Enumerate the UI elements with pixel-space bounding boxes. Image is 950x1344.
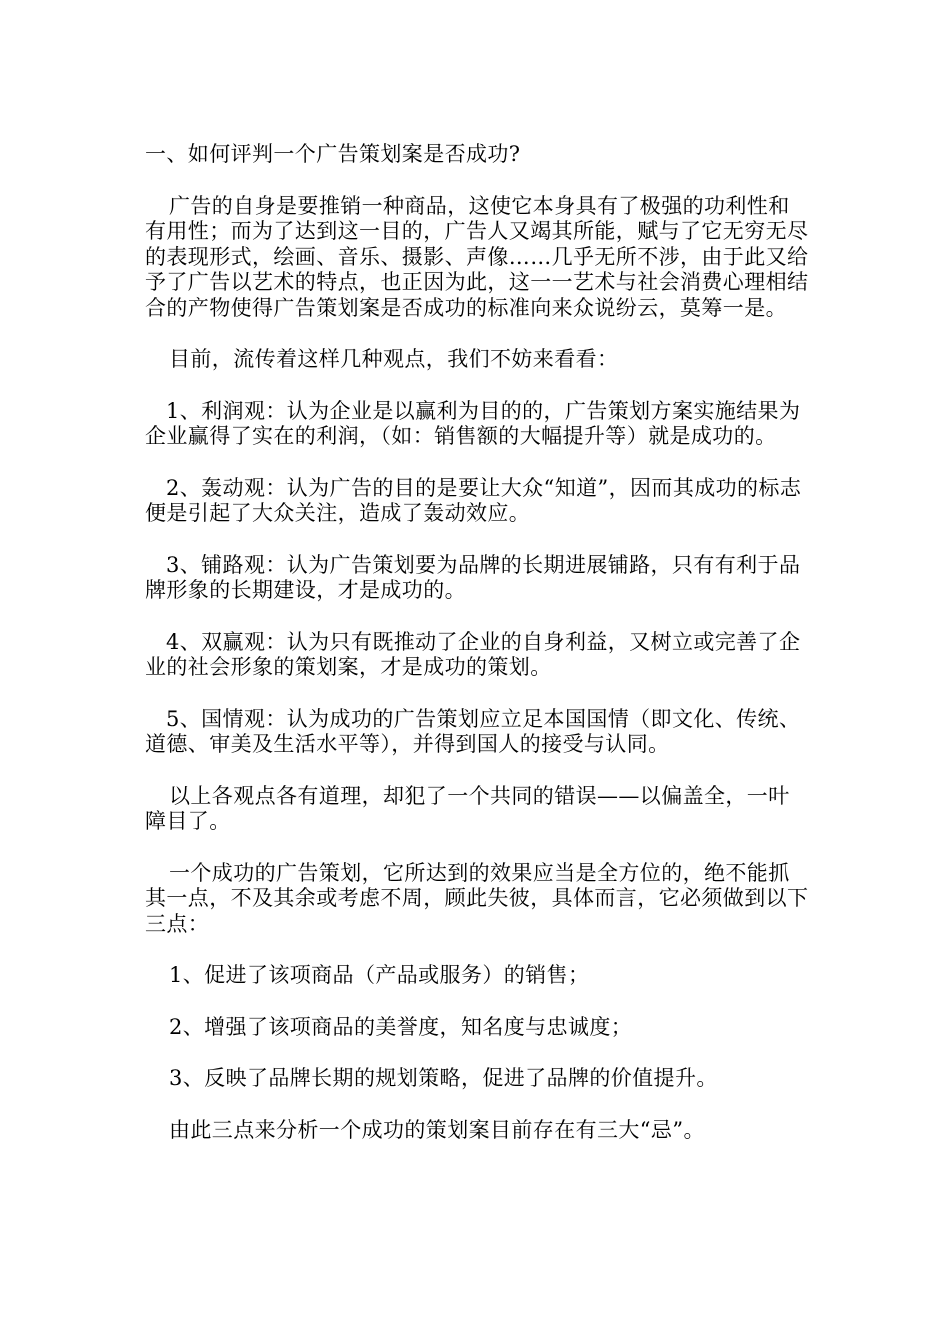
viewpoint-national: 5、国情观：认为成功的广告策划应立足本国国情（即文化、传统、道德、审美及生活水平等），并得到国人的接受与认同。 <box>145 706 801 756</box>
viewpoint-win-win: 4、双赢观：认为只有既推动了企业的自身利益，又树立或完善了企业的社会形象的策划案，才是成功的策划。 <box>145 629 801 679</box>
criterion-reputation: 2、增强了该项商品的美誉度，知名度与忠诚度； <box>169 1014 633 1039</box>
success-criteria-paragraph: 一个成功的广告策划，它所达到的效果应当是全方位的，绝不能抓其一点，不及其余或考虑不周，顾此失彼，具体而言，它必须做到以下三点： <box>145 860 809 936</box>
document-page <box>145 142 810 1143</box>
critique-paragraph: 以上各观点各有道理，却犯了一个共同的错误——以偏盖全，一叶障目了。 <box>145 783 790 833</box>
viewpoints-intro: 目前，流传着这样几种观点，我们不妨来看看： <box>169 347 619 371</box>
section-heading: 一、如何评判一个广告策划案是否成功? <box>145 142 521 166</box>
criterion-brand-value: 3、反映了品牌长期的规划策略，促进了品牌的价值提升。 <box>169 1066 718 1090</box>
criterion-sales: 1、促进了该项商品（产品或服务）的销售； <box>169 963 590 987</box>
conclusion-paragraph: 由此三点来分析一个成功的策划案目前存在有三大“忌”。 <box>169 1117 705 1142</box>
viewpoint-paving: 3、铺路观：认为广告策划要为品牌的长期进展铺路，只有有利于品牌形象的长期建设，才是成功的。 <box>145 552 801 602</box>
viewpoint-sensation: 2、轰动观：认为广告的目的是要让大众“知道”，因而其成功的标志便是引起了大众关注，造成了轰动效应。 <box>145 475 802 525</box>
viewpoint-profit: 1、利润观：认为企业是以赢利为目的的，广告策划方案实施结果为企业赢得了实在的利润，（如：销售额的大幅提升等）就是成功的。 <box>145 398 801 448</box>
intro-paragraph: 广告的自身是要推销一种商品，这使它本身具有了极强的功利性和有用性；而为了达到这一目的，广告人又竭其所能，赋与了它无穷无尽的表现形式，绘画、音乐、摄影、声像……几乎无所不涉，由于此又给予了广告以艺术的特点，也正因为此，这一一艺术与社会消费心理相结合的产物使得广告策划案是否成功的标准向来众说纷云，莫筹一是。 <box>145 193 809 320</box>
